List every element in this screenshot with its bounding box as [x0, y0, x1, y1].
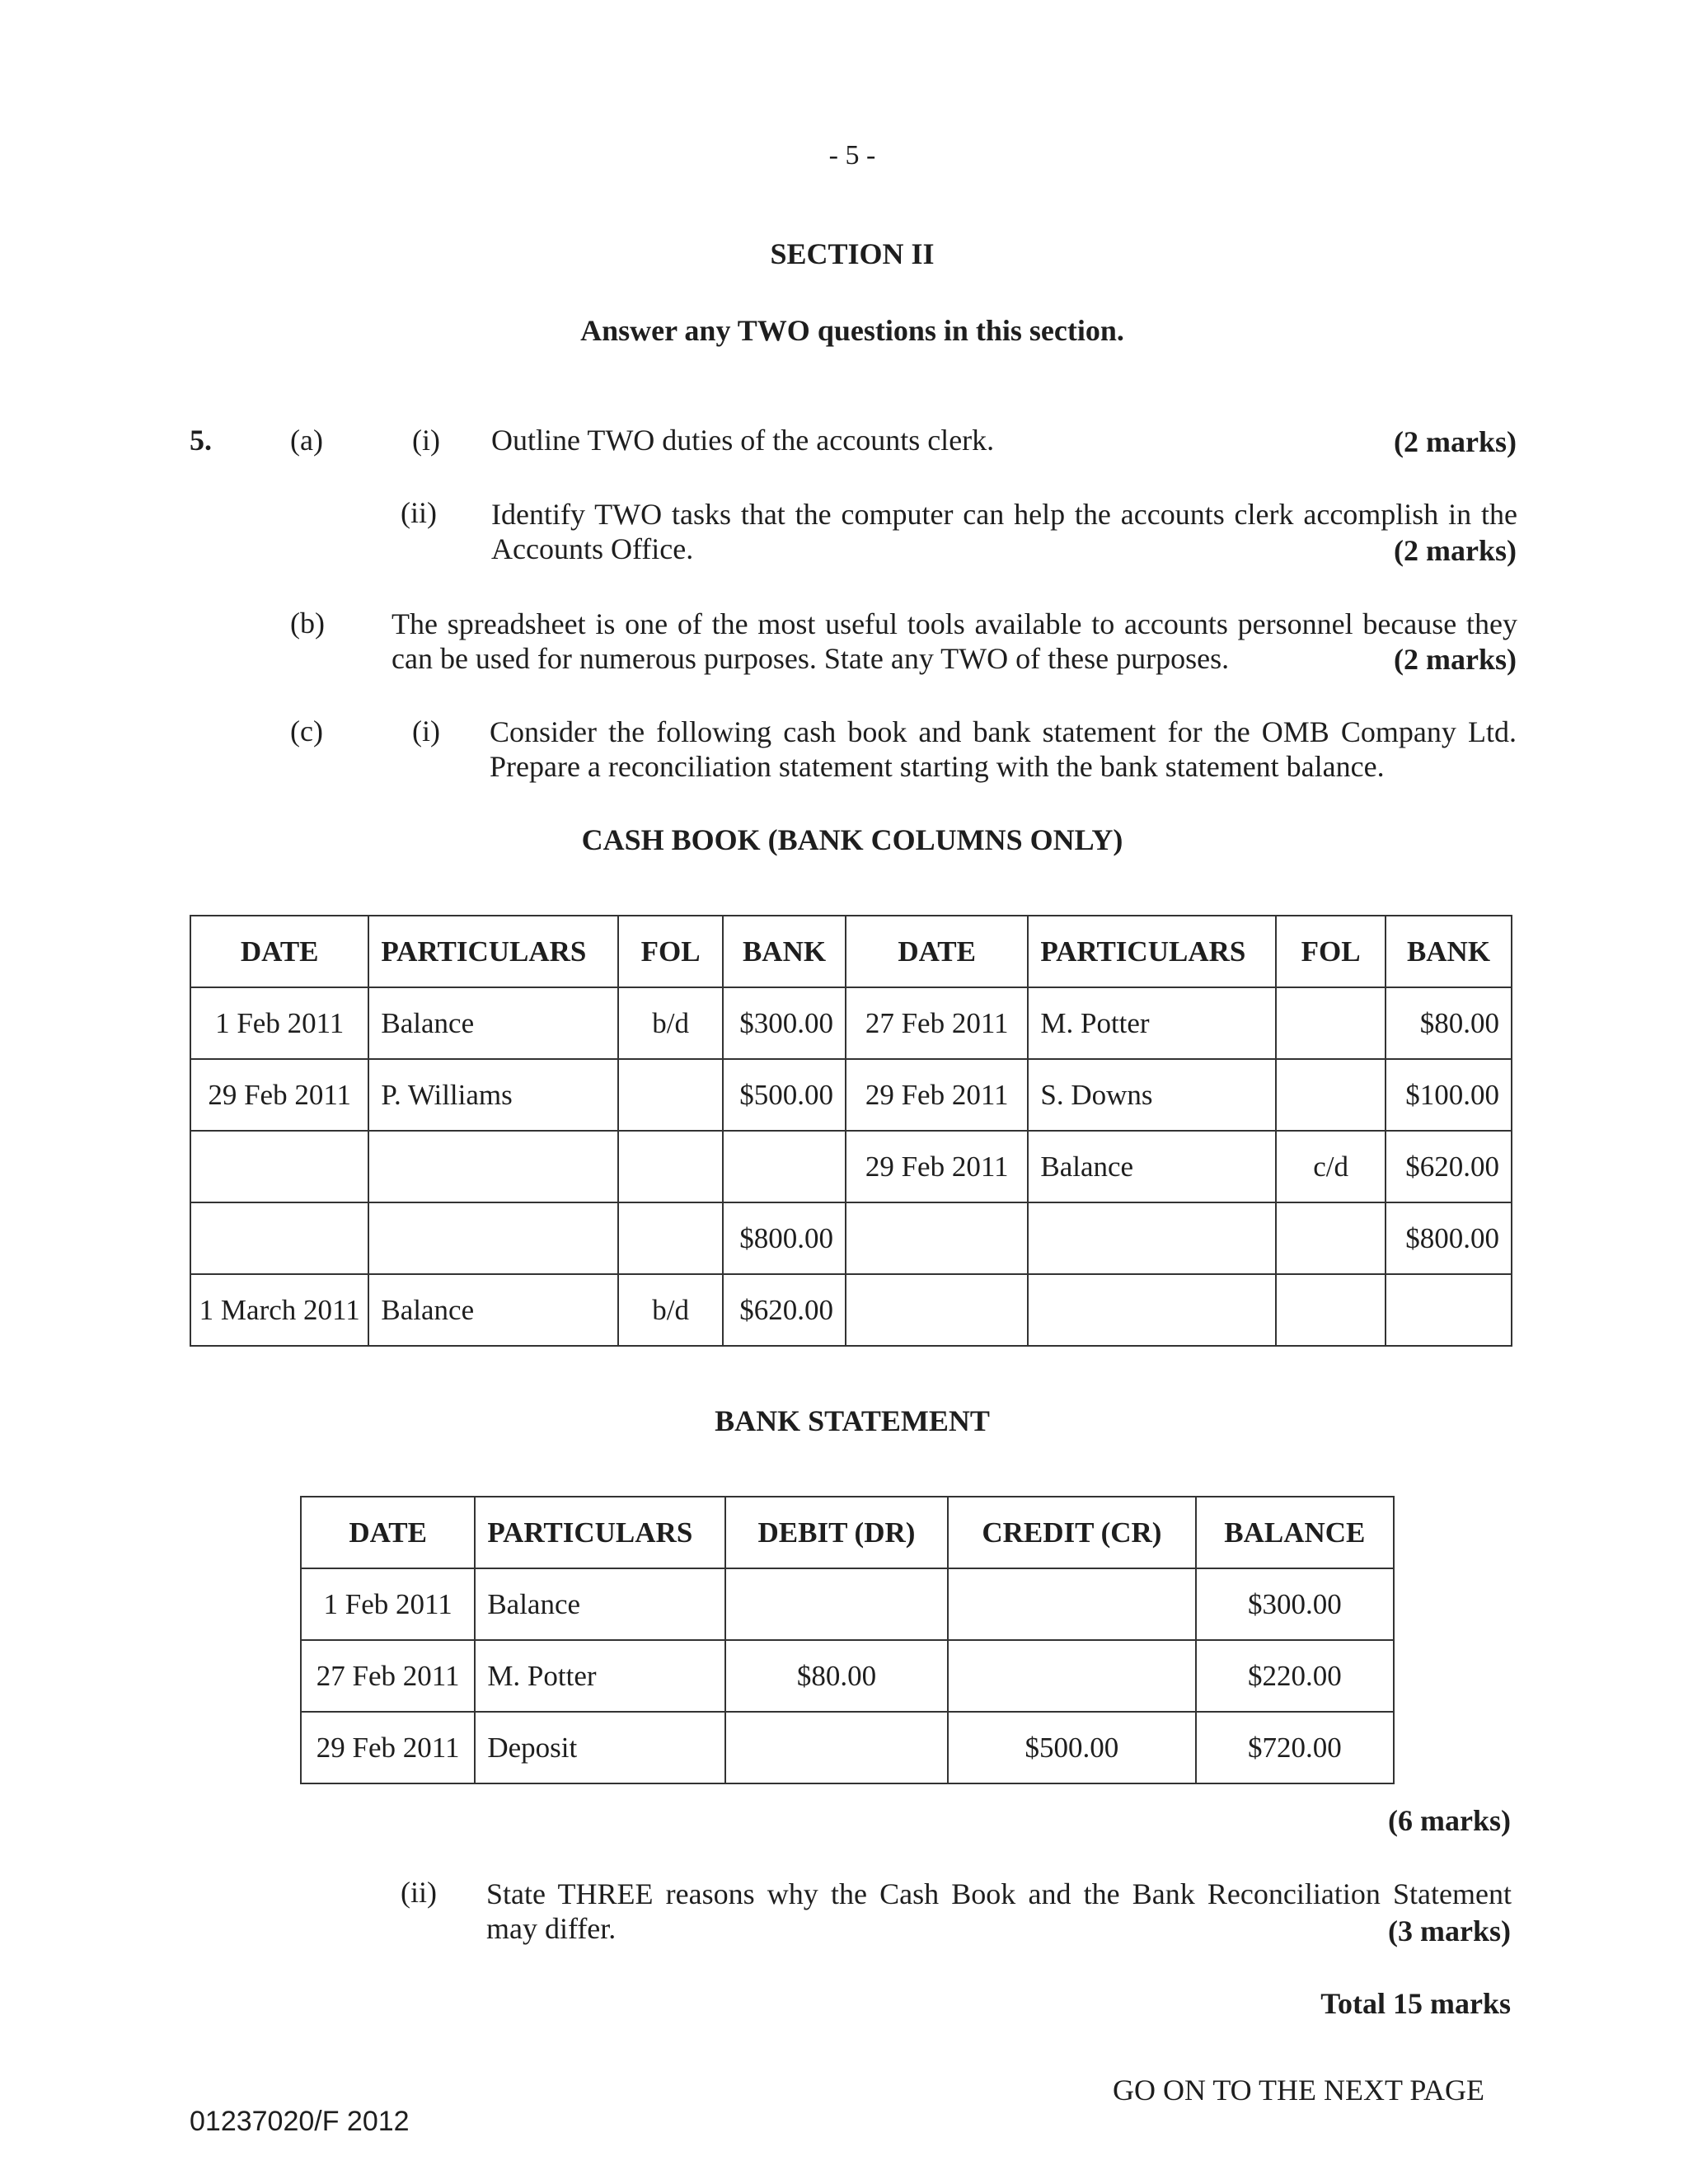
table-cell — [846, 1202, 1028, 1274]
header-cell: BANK — [1386, 916, 1512, 987]
table-cell — [1276, 1202, 1386, 1274]
table-cell: Balance — [475, 1568, 724, 1640]
part-b-line1: The spreadsheet is one of the most useful tools available to accounts personnel because they — [392, 607, 1517, 640]
bank-statement-title: BANK STATEMENT — [715, 1404, 990, 1437]
table-row — [190, 987, 1512, 1059]
paper-code: 01237020/F 2012 — [190, 2106, 410, 2137]
part-c-i-line2: Prepare a reconciliation statement starting with the bank statement balance. — [490, 750, 1385, 783]
table-cell — [618, 1059, 723, 1131]
part-c-ii-line1: State THREE reasons why the Cash Book and the Bank Reconciliation Statement — [486, 1877, 1512, 1910]
table-cell: $800.00 — [723, 1202, 846, 1274]
part-b-line2: can be used for numerous purposes. State any TWO of these purposes. — [392, 642, 1230, 675]
table-cell — [618, 1131, 723, 1202]
table-cell — [725, 1712, 948, 1783]
table-cell: $300.00 — [723, 987, 846, 1059]
table-header-row — [190, 916, 1512, 987]
table-cell — [1276, 1059, 1386, 1131]
table-cell: 27 Feb 2011 — [846, 987, 1028, 1059]
part-a-ii-line2: Accounts Office. — [491, 532, 694, 565]
table-cell — [725, 1568, 948, 1640]
header-cell: FOL — [618, 916, 723, 987]
header-cell: DEBIT (DR) — [725, 1497, 948, 1568]
table-cell: M. Potter — [475, 1640, 724, 1712]
table-cell: $620.00 — [723, 1274, 846, 1346]
table-cell: 27 Feb 2011 — [301, 1640, 475, 1712]
table-cell — [368, 1131, 618, 1202]
part-a-i-marks: (2 marks) — [1394, 425, 1517, 458]
header-cell: BALANCE — [1196, 1497, 1394, 1568]
table-cell: 1 Feb 2011 — [301, 1568, 475, 1640]
section-title: SECTION II — [770, 237, 935, 270]
table-cell — [1028, 1274, 1276, 1346]
table-row — [301, 1640, 1394, 1712]
table-cell: Balance — [1028, 1131, 1276, 1202]
table-cell: $220.00 — [1196, 1640, 1394, 1712]
part-a-i-label: (i) — [412, 424, 440, 457]
part-a-ii-marks: (2 marks) — [1394, 534, 1517, 567]
table-cell — [618, 1202, 723, 1274]
table-cell — [948, 1568, 1195, 1640]
table-cell — [1386, 1274, 1512, 1346]
table-cell: $300.00 — [1196, 1568, 1394, 1640]
header-cell: DATE — [301, 1497, 475, 1568]
table-cell: P. Williams — [368, 1059, 618, 1131]
header-cell: BANK — [723, 916, 846, 987]
table-cell: 29 Feb 2011 — [190, 1059, 368, 1131]
page-number: - 5 - — [828, 140, 876, 171]
part-a-ii-label: (ii) — [401, 496, 437, 529]
part-c-i-label: (i) — [412, 715, 440, 748]
table-header-row — [301, 1497, 1394, 1568]
section-instruction: Answer any TWO questions in this section. — [580, 314, 1124, 347]
table-cell — [1276, 1274, 1386, 1346]
table-cell — [1028, 1202, 1276, 1274]
total-marks: Total 15 marks — [1320, 1987, 1511, 2020]
table-cell: 29 Feb 2011 — [846, 1131, 1028, 1202]
table-cell: c/d — [1276, 1131, 1386, 1202]
table-cell: b/d — [618, 987, 723, 1059]
table-cell: S. Downs — [1028, 1059, 1276, 1131]
table-cell: $720.00 — [1196, 1712, 1394, 1783]
cash-book-table — [190, 915, 1512, 1347]
table-cell — [723, 1131, 846, 1202]
table-cell: Balance — [368, 1274, 618, 1346]
table-cell: b/d — [618, 1274, 723, 1346]
part-b-label: (b) — [290, 607, 325, 640]
bank-statement-table — [300, 1496, 1395, 1784]
table-cell: 1 Feb 2011 — [190, 987, 368, 1059]
header-cell: FOL — [1276, 916, 1386, 987]
question-number: 5. — [190, 424, 212, 457]
table-cell — [368, 1202, 618, 1274]
header-cell: CREDIT (CR) — [948, 1497, 1195, 1568]
header-cell: PARTICULARS — [475, 1497, 724, 1568]
part-c-ii-label: (ii) — [401, 1876, 437, 1909]
table-cell — [190, 1131, 368, 1202]
table-row — [190, 1131, 1512, 1202]
table-cell: $80.00 — [1386, 987, 1512, 1059]
table-row — [301, 1712, 1394, 1783]
next-page-note: GO ON TO THE NEXT PAGE — [1113, 2074, 1485, 2107]
cash-book-title: CASH BOOK (BANK COLUMNS ONLY) — [581, 823, 1123, 856]
header-cell: DATE — [190, 916, 368, 987]
table-cell: $100.00 — [1386, 1059, 1512, 1131]
part-c-label: (c) — [290, 715, 323, 748]
table-cell: $800.00 — [1386, 1202, 1512, 1274]
table-cell: M. Potter — [1028, 987, 1276, 1059]
part-a-label: (a) — [290, 424, 323, 457]
table-cell: $620.00 — [1386, 1131, 1512, 1202]
table-cell: 29 Feb 2011 — [846, 1059, 1028, 1131]
table-cell: $500.00 — [948, 1712, 1195, 1783]
part-b-marks: (2 marks) — [1394, 643, 1517, 676]
table-cell: Deposit — [475, 1712, 724, 1783]
table-row — [190, 1202, 1512, 1274]
table-cell: Balance — [368, 987, 618, 1059]
header-cell: PARTICULARS — [368, 916, 618, 987]
part-c-ii-marks: (3 marks) — [1388, 1915, 1511, 1947]
table-cell: $80.00 — [725, 1640, 948, 1712]
table-row — [190, 1059, 1512, 1131]
table-cell — [846, 1274, 1028, 1346]
table-cell — [190, 1202, 368, 1274]
part-c-i-marks: (6 marks) — [1388, 1804, 1511, 1837]
header-cell: PARTICULARS — [1028, 916, 1276, 987]
header-cell: DATE — [846, 916, 1028, 987]
part-a-ii-line1: Identify TWO tasks that the computer can help the accounts clerk accomplish in the — [491, 498, 1517, 531]
table-row — [190, 1274, 1512, 1346]
table-cell — [1276, 987, 1386, 1059]
table-row — [301, 1568, 1394, 1640]
table-cell — [948, 1640, 1195, 1712]
table-cell: 1 March 2011 — [190, 1274, 368, 1346]
part-c-i-line1: Consider the following cash book and bank statement for the OMB Company Ltd. — [490, 715, 1517, 748]
part-a-i-text: Outline TWO duties of the accounts clerk. — [491, 424, 995, 457]
table-cell: 29 Feb 2011 — [301, 1712, 475, 1783]
table-cell: $500.00 — [723, 1059, 846, 1131]
part-c-ii-line2: may differ. — [486, 1912, 617, 1945]
